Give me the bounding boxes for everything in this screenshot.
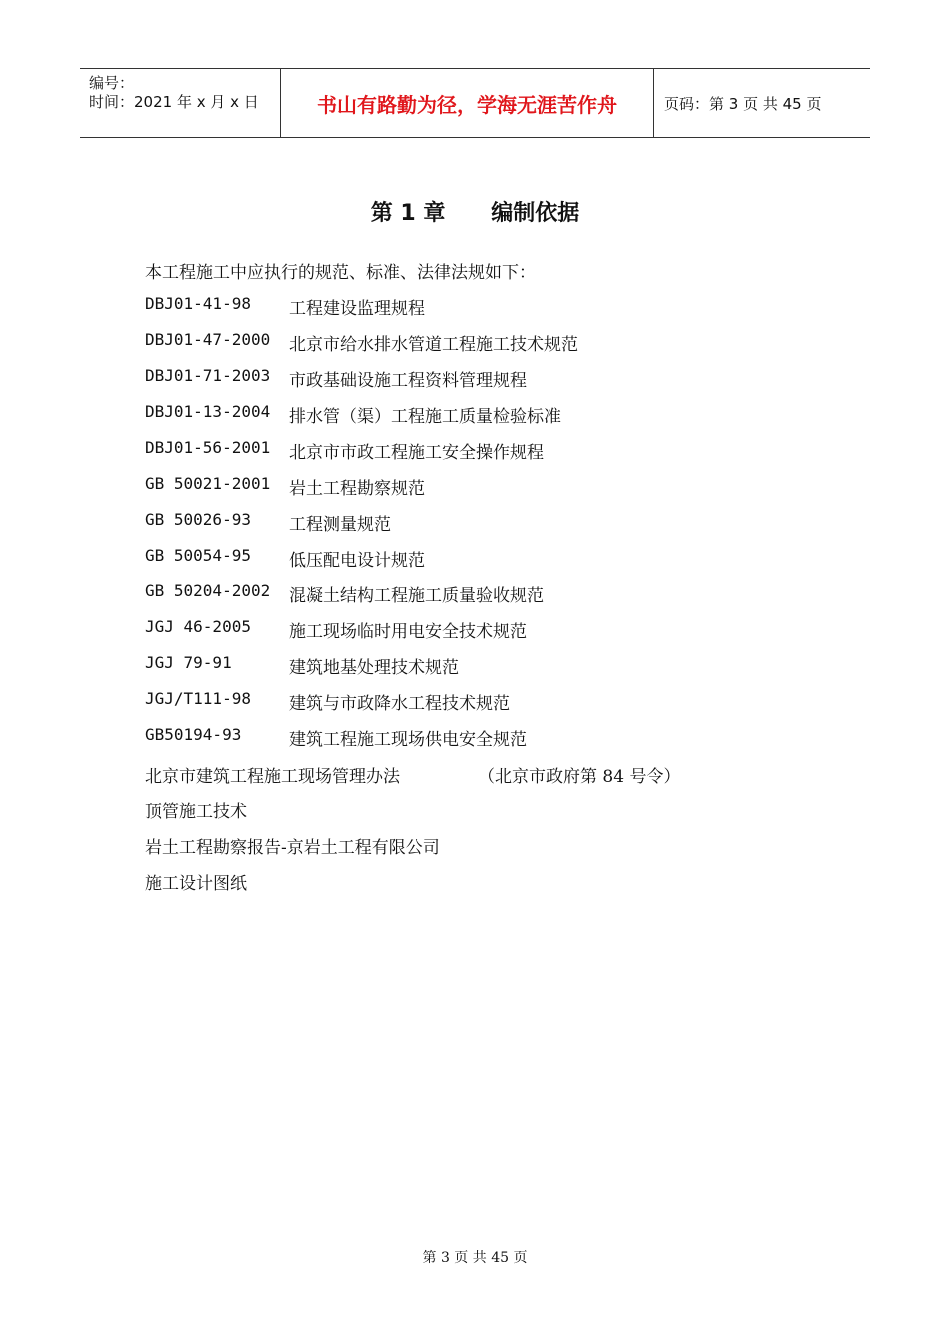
standard-code: DBJ01-56-2001 <box>145 438 271 457</box>
time-label: 时间：2021 年 x 月 x 日 <box>89 93 259 111</box>
standard-code: JGJ 46-2005 <box>145 617 251 636</box>
header-page-cell <box>654 69 870 137</box>
regulation-note: （北京市政府第 84 号令） <box>478 767 681 787</box>
standard-code: DBJ01-41-98 <box>145 294 251 313</box>
standard-name: 北京市市政工程施工安全操作规程 <box>289 443 544 463</box>
header-meta-cell <box>80 69 281 137</box>
standard-name: 岩土工程勘察规范 <box>289 479 425 499</box>
standard-code: JGJ/T111-98 <box>145 689 251 708</box>
intro-text: 本工程施工中应执行的规范、标准、法律法规如下： <box>145 263 536 283</box>
standard-code: DBJ01-13-2004 <box>145 402 271 421</box>
standard-name: 低压配电设计规范 <box>289 551 425 571</box>
page-code: 页码：第 3 页 共 45 页 <box>664 94 822 113</box>
document-item: 顶管施工技术 <box>145 802 247 822</box>
standard-name: 施工现场临时用电安全技术规范 <box>289 622 527 642</box>
standard-code: JGJ 79-91 <box>145 653 232 672</box>
standard-name: 建筑地基处理技术规范 <box>289 658 459 678</box>
standard-name: 工程建设监理规程 <box>289 299 425 319</box>
standard-name: 工程测量规范 <box>289 515 391 535</box>
chapter-title: 第 1 章 编制依据 <box>370 201 580 226</box>
standard-code: GB 50021-2001 <box>145 474 271 493</box>
document-item: 施工设计图纸 <box>145 874 247 894</box>
standard-name: 建筑工程施工现场供电安全规范 <box>289 730 527 750</box>
standard-code: GB50194-93 <box>145 725 242 744</box>
regulation-item: 北京市建筑工程施工现场管理办法 <box>145 767 400 787</box>
standard-name: 建筑与市政降水工程技术规范 <box>289 694 510 714</box>
standard-code: DBJ01-47-2000 <box>145 330 271 349</box>
number-label: 编号： <box>89 74 135 92</box>
page-footer: 第 3 页 共 45 页 <box>422 1250 528 1266</box>
standard-name: 北京市给水排水管道工程施工技术规范 <box>289 335 578 355</box>
standard-name: 排水管（渠）工程施工质量检验标准 <box>289 407 561 427</box>
standard-name: 市政基础设施工程资料管理规程 <box>289 371 527 391</box>
standard-code: DBJ01-71-2003 <box>145 366 271 385</box>
standard-name: 混凝土结构工程施工质量验收规范 <box>289 586 544 606</box>
standard-code: GB 50204-2002 <box>145 581 271 600</box>
document-item: 岩土工程勘察报告-京岩土工程有限公司 <box>145 838 440 858</box>
standard-code: GB 50026-93 <box>145 510 251 529</box>
motto: 书山有路勤为径，学海无涯苦作舟 <box>317 92 617 117</box>
standard-code: GB 50054-95 <box>145 546 251 565</box>
page-header <box>80 68 870 138</box>
header-motto-cell <box>281 69 654 137</box>
